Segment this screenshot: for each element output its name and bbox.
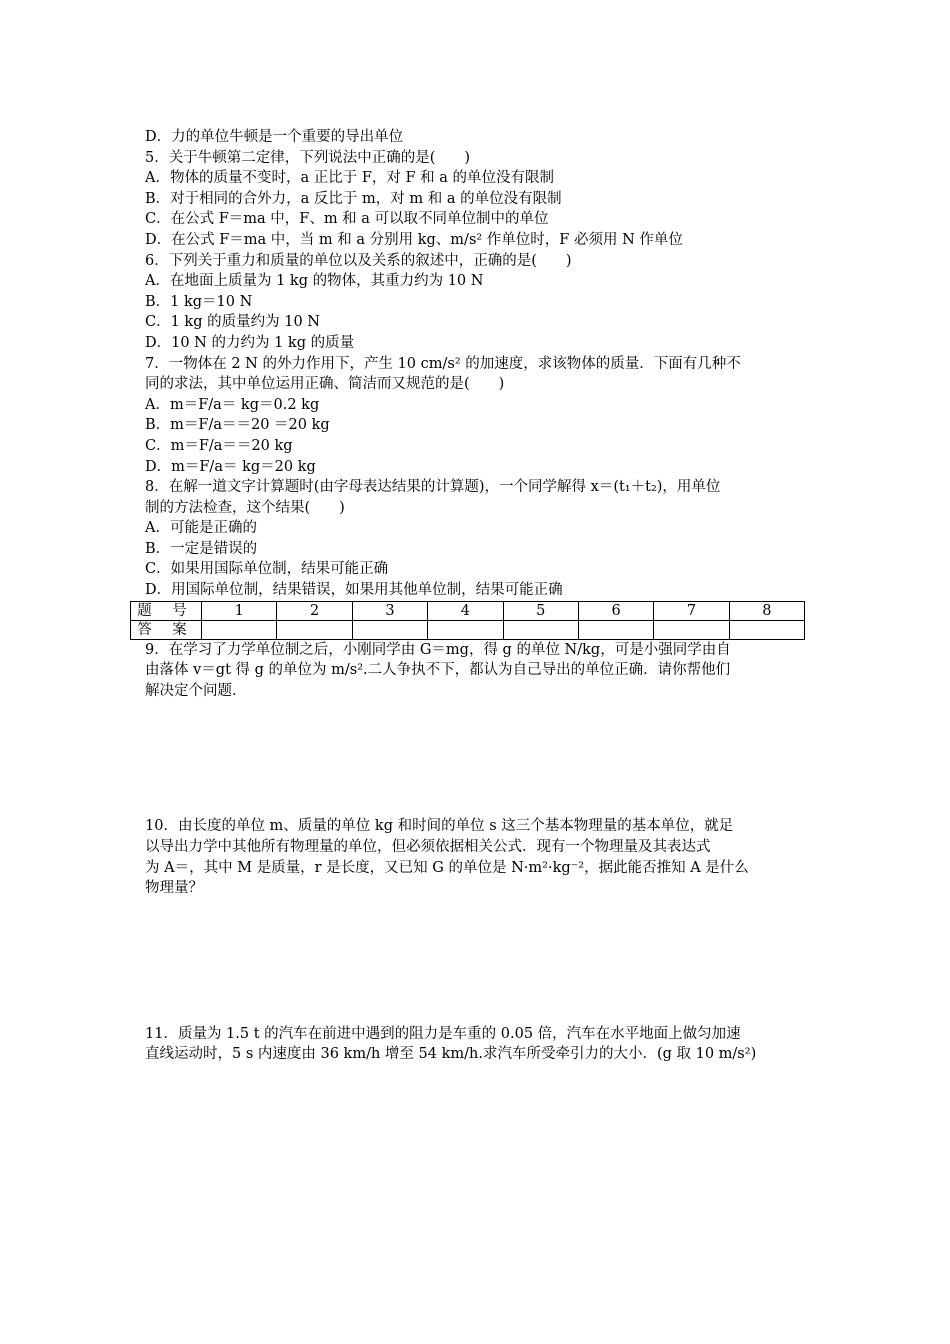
table-cell-number: 4 bbox=[428, 601, 503, 620]
table-cell-answer[interactable] bbox=[654, 620, 729, 639]
question-11-line2: 直线运动时，5 s 内速度由 36 km/h 增至 54 km/h.求汽车所受牵引力的大小．(g 取 10 m/s²) bbox=[145, 1046, 757, 1063]
table-cell-number: 7 bbox=[654, 601, 729, 620]
answer-space-9 bbox=[145, 701, 820, 816]
table-cell-number: 6 bbox=[578, 601, 653, 620]
option-6b: B．1 kg＝10 N bbox=[145, 293, 253, 310]
option-7a: A．m＝F/a＝ kg＝0.2 kg bbox=[145, 396, 320, 413]
option-5b: B．对于相同的合外力，a 反比于 m，对 m 和 a 的单位没有限制 bbox=[145, 190, 562, 207]
table-cell-answer[interactable] bbox=[352, 620, 427, 639]
question-7-line2: 同的求法，其中单位运用正确、简洁而又规范的是( ) bbox=[145, 376, 505, 393]
option-5d: D．在公式 F＝ma 中，当 m 和 a 分别用 kg、m/s² 作单位时，F 必须用 N 作单位 bbox=[145, 231, 683, 248]
option-7d: D．m＝F/a＝ kg＝20 kg bbox=[145, 458, 316, 475]
table-cell-answer[interactable] bbox=[729, 620, 804, 639]
table-cell-answer[interactable] bbox=[503, 620, 578, 639]
answer-space-10 bbox=[145, 899, 820, 1024]
table-head-answer: 答 案 bbox=[131, 620, 202, 639]
table-cell-answer[interactable] bbox=[428, 620, 503, 639]
option-6c: C．1 kg 的质量约为 10 N bbox=[145, 314, 320, 331]
option-8c: C．如果用国际单位制，结果可能正确 bbox=[145, 561, 389, 578]
option-5a: A．物体的质量不变时，a 正比于 F，对 F 和 a 的单位没有限制 bbox=[145, 170, 555, 187]
questions-4-8 bbox=[145, 127, 820, 601]
answer-table bbox=[130, 601, 805, 640]
question-9-line3: 解决定个问题． bbox=[145, 682, 247, 699]
table-cell-number: 5 bbox=[503, 601, 578, 620]
table-row-numbers bbox=[131, 601, 805, 620]
question-5: 5．关于牛顿第二定律，下列说法中正确的是( ) bbox=[145, 149, 471, 166]
option-7c: C．m＝F/a＝＝20 kg bbox=[145, 437, 293, 454]
table-cell-number: 3 bbox=[352, 601, 427, 620]
question-9-line2: 由落体 v＝gt 得 g 的单位为 m/s².二人争执不下，都认为自己导出的单位正确．请你帮他们 bbox=[145, 662, 731, 679]
table-cell-answer[interactable] bbox=[277, 620, 352, 639]
question-10-line2: 以导出力学中其他所有物理量的单位，但必须依据相关公式．现有一个物理量及其表达式 bbox=[145, 839, 711, 856]
question-6: 6．下列关于重力和质量的单位以及关系的叙述中，正确的是( ) bbox=[145, 252, 572, 269]
document-page bbox=[137, 127, 820, 1065]
option-6d: D．10 N 的力约为 1 kg 的质量 bbox=[145, 334, 355, 351]
table-row-answers bbox=[131, 620, 805, 639]
question-10-line3: 为 A＝，其中 M 是质量，r 是长度，又已知 G 的单位是 N·m²·kg⁻²，据此能否推知 A 是什么 bbox=[145, 859, 749, 876]
option-8b: B．一定是错误的 bbox=[145, 540, 258, 557]
question-11-line1: 11．质量为 1.5 t 的汽车在前进中遇到的阻力是车重的 0.05 倍，汽车在水平地面上做匀加速 bbox=[145, 1025, 741, 1042]
option-6a: A．在地面上质量为 1 kg 的物体，其重力约为 10 N bbox=[145, 273, 484, 290]
option-4d: D．力的单位牛顿是一个重要的导出单位 bbox=[145, 129, 404, 145]
table-cell-number: 1 bbox=[202, 601, 277, 620]
table-cell-number: 2 bbox=[277, 601, 352, 620]
question-9-line1: 9．在学习了力学单位制之后，小刚同学由 G＝mg，得 g 的单位 N/kg，可是小强同学由自 bbox=[145, 641, 731, 658]
table-head-number: 题 号 bbox=[131, 601, 202, 620]
question-9 bbox=[145, 640, 820, 702]
question-8-line1: 8．在解一道文字计算题时(由字母表达结果的计算题)，一个同学解得 x＝(t₁＋t₂)，用单位 bbox=[145, 479, 721, 496]
table-cell-number: 8 bbox=[729, 601, 804, 620]
question-8-line2: 制的方法检查，这个结果( ) bbox=[145, 499, 345, 516]
option-7b: B．m＝F/a＝＝20 ＝20 kg bbox=[145, 417, 330, 434]
question-11 bbox=[145, 1024, 820, 1065]
table-cell-answer[interactable] bbox=[578, 620, 653, 639]
option-8d: D．用国际单位制，结果错误，如果用其他单位制，结果可能正确 bbox=[145, 582, 563, 599]
question-10-line1: 10．由长度的单位 m、质量的单位 kg 和时间的单位 s 这三个基本物理量的基本单位，就足 bbox=[145, 818, 734, 835]
question-10 bbox=[145, 816, 820, 898]
option-8a: A．可能是正确的 bbox=[145, 520, 257, 537]
option-5c: C．在公式 F＝ma 中，F、m 和 a 可以取不同单位制中的单位 bbox=[145, 211, 549, 228]
question-7-line1: 7．一物体在 2 N 的外力作用下，产生 10 cm/s² 的加速度，求该物体的质量．下面有几种不 bbox=[145, 355, 741, 372]
table-cell-answer[interactable] bbox=[202, 620, 277, 639]
question-10-line4: 物理量？ bbox=[145, 880, 203, 897]
